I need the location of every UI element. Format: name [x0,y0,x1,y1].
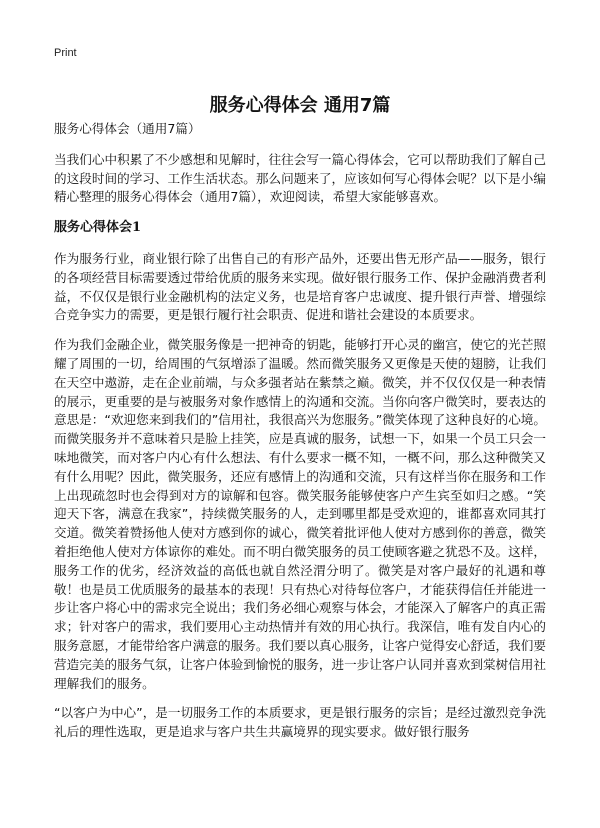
document-body [54,120,546,753]
intro-paragraph: 当我们心中积累了不少感想和见解时，往往会写一篇心得体会，它可以帮助我们了解自己的这段时间的学习、工作生活状态。那么问题来了，应该如何写心得体会呢？以下是小编精心整理的服务心得体会（通用7篇），欢迎阅读，希望大家能够喜欢。 [54,151,546,205]
body-paragraph-3: “以客户为中心”，是一切服务工作的本质要求，更是银行服务的宗旨；是经过激烈竞争洗礼后的理性选取，更是追求与客户共生共赢境界的现实要求。做好银行服务 [54,705,546,740]
body-paragraph-1: 作为服务行业，商业银行除了出售自己的有形产品外，还要出售无形产品——服务，银行的各项经营目标需要透过带给优质的服务来实现。做好银行服务工作、保护金融消费者利益，不仅仅是银行业金融机构的法定义务，也是培育客户忠诚度、提升银行声誉、增强综合竞争实力的需要，更是银行履行社会职责、促进和谐社会建设的本质要求。 [54,250,546,323]
body-paragraph-2: 作为我们金融企业，微笑服务像是一把神奇的钥匙，能够打开心灵的幽宫，使它的光芒照耀了周围的一切，给周围的气氛增添了温暖。然而微笑服务又更像是天使的翅膀，让我们在天空中遨游，走在企业前端，与众多强者站在紫禁之巅。微笑，并不仅仅仅是一种表情的展示，更重要的是与被服务对象作感情上的沟通和交流。当你向客户微笑时，要表达的意思是：“欢迎您来到我们的”信用社，我很高兴为您服务。”微笑体现了这种良好的心境。而微笑服务并不意味着只是脸上挂笑，应是真诚的服务，试想一下，如果一个员工只会一味地微笑，而对客户内心有什么想法、有什么要求一概不知，一概不问，那么这种微笑又有什么用呢？因此，微笑服务，还应有感情上的沟通和交流，只有这样当你在服务和工作上出现疏忽时也会得到对方的谅解和包容。微笑服务能够使客户产生宾至如归之感。“笑迎天下客，满意在我家”，持续微笑服务的人，走到哪里都是受欢迎的，谁都喜欢同其打交道。微笑着赞扬他人使对方感到你的诚心，微笑着批评他人使对方感到你的善意，微笑着拒绝他人使对方体谅你的难处。而不明白微笑服务的员工使顾客避之犹恐不及。这样，服务工作的优劣，经济效益的高低也就自然泾渭分明了。微笑是对客户最好的礼遇和尊敬！也是员工优质服务的最基本的表现！只有热心对待每位客户，才能获得信任并能进一步让客户将心中的需求完全说出；我们务必细心观察与体会，才能深入了解客户的真正需求；针对客户的需求，我们要用心主动热情并有效的用心执行。我深信，唯有发自内心的服务意愿，才能带给客户满意的服务。我们要以真心服务，让客户觉得安心舒适，我们要营造完美的服务气氛，让客户体验到愉悦的服务，进一步让客户认同并喜欢到棠树信用社理解我们的服务。 [54,337,546,691]
section-heading: 服务心得体会1 [54,220,142,236]
page-title: 服务心得体会 通用7篇 [209,95,391,117]
print-label[interactable]: Print [54,47,77,59]
document-subtitle: 服务心得体会（通用7篇） [54,121,201,136]
